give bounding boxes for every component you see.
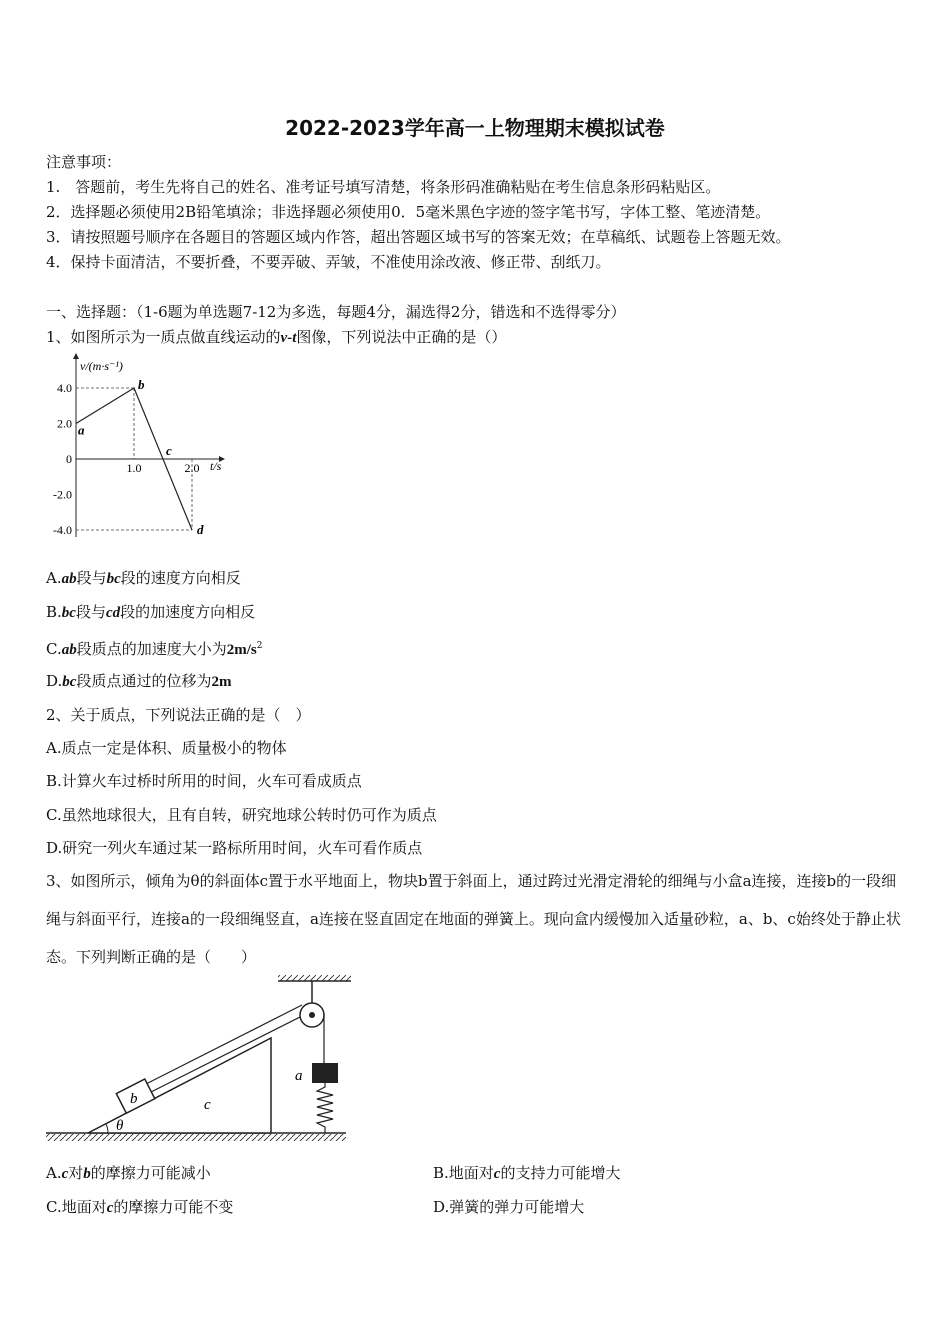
q2-stem: 2、关于质点，下列说法正确的是（ ）	[46, 706, 311, 724]
incline-pulley-figure	[46, 975, 366, 1145]
y-tick-label: -2.0	[53, 487, 72, 502]
ground-hatch	[46, 1134, 346, 1141]
box-a	[312, 1063, 338, 1083]
pulley-axle	[309, 1012, 315, 1018]
notice-item-4: 4．保持卡面清洁，不要折叠，不要弄破、弄皱，不准使用涂改液、修正带、刮纸刀。	[46, 253, 611, 271]
point-label: d	[197, 522, 204, 537]
q3-option-b[interactable]: B.地面对c的支持力可能增大	[433, 1164, 621, 1182]
q3-stem: 3、如图所示，倾角为θ的斜面体c置于水平地面上，物块b置于斜面上，通过跨过光滑定滑轮的细绳与小盒a连接，连接b的一段细绳与斜面平行，连接a的一段细绳竖直，a连接在竖直固定在地面的弹簧上。现向盒内缓慢加入适量砂粒，a、b、c始终处于静止状态。下列判断正确的是（ ）	[46, 872, 901, 966]
label-theta: θ	[116, 1118, 124, 1134]
q3-option-d[interactable]: D.弹簧的弹力可能增大	[433, 1198, 585, 1216]
q2-option-d[interactable]: D.研究一列火车通过某一路标所用时间，火车可看作质点	[46, 839, 423, 857]
notice-item-3: 3．请按照题号顺序在各题目的答题区域内作答，超出答题区域书写的答案无效；在草稿纸、试题卷上答题无效。	[46, 228, 791, 246]
point-label: a	[78, 422, 85, 438]
y-tick-labels	[53, 381, 72, 537]
y-axis-label: v/(m·s⁻¹)	[80, 359, 123, 373]
notice-heading: 注意事项：	[46, 153, 122, 171]
page-title: 2022-2023学年高一上物理期末模拟试卷	[285, 116, 665, 140]
notice-item-2: 2．选择题必须使用2B铅笔填涂；非选择题必须使用0．5毫米黑色字迹的签字笔书写，字体工整、笔迹清楚。	[46, 203, 771, 221]
q1-option-a[interactable]: A.ab段与bc段的速度方向相反	[46, 569, 241, 587]
section-heading: 一、选择题：（1-6题为单选题7-12为多选，每题4分，漏选得2分，错选和不选得零分）	[46, 303, 626, 321]
y-tick-label: -4.0	[53, 523, 72, 537]
x-tick-label: 2.0	[184, 461, 200, 475]
spring	[317, 1083, 333, 1133]
x-tick-label: 1.0	[126, 461, 142, 475]
y-tick-label: 0	[66, 452, 72, 466]
q3-option-c[interactable]: C.地面对c的摩擦力可能不变	[46, 1198, 234, 1216]
notice-item-1: 1. 答题前，考生先将自己的姓名、准考证号填写清楚，将条形码准确粘贴在考生信息条形码粘贴区。	[46, 178, 721, 196]
q1-stem: 1、如图所示为一质点做直线运动的v-t图像，下列说法中正确的是（）	[46, 328, 507, 346]
y-tick-label: 4.0	[57, 381, 72, 395]
point-label: b	[138, 377, 145, 392]
label-c: c	[204, 1097, 211, 1113]
y-tick-label: 2.0	[57, 416, 72, 431]
ceiling-hatch	[278, 975, 351, 981]
label-b: b	[130, 1091, 138, 1107]
point-label: c	[166, 443, 172, 458]
q3-option-a[interactable]: A.c对b的摩擦力可能减小	[46, 1164, 211, 1182]
label-a: a	[295, 1068, 303, 1084]
q1-option-d[interactable]: D.bc段质点通过的位移为2m	[46, 672, 232, 690]
x-axis-label: t/s	[210, 459, 222, 473]
q1-option-b[interactable]: B.bc段与cd段的加速度方向相反	[46, 603, 256, 621]
q2-option-a[interactable]: A.质点一定是体积、质量极小的物体	[46, 739, 287, 757]
x-tick-labels	[127, 461, 200, 475]
q1-option-c[interactable]: C.ab段质点的加速度大小为$2m/s^2$	[46, 640, 263, 658]
q2-option-b[interactable]: B.计算火车过桥时所用的时间，火车可看成质点	[46, 772, 362, 790]
q2-option-c[interactable]: C.虽然地球很大，且有自转，研究地球公转时仍可作为质点	[46, 806, 437, 824]
vt-chart	[46, 352, 246, 547]
